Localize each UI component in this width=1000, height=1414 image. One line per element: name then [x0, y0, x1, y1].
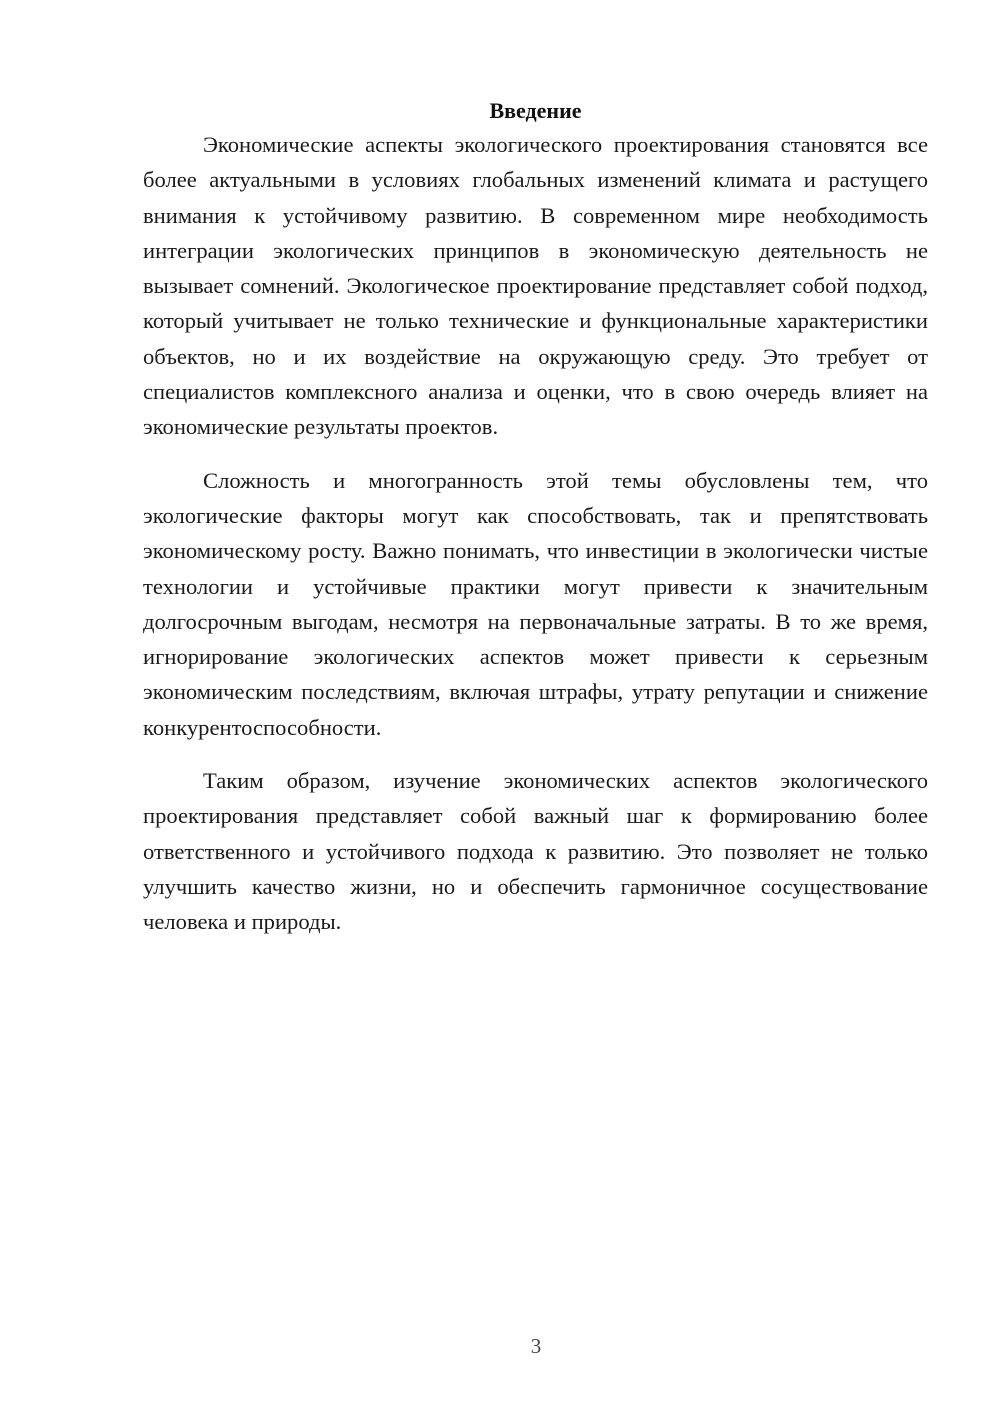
paragraph-3: Таким образом, изучение экономических аспектов экологического проектирования представляет собой важный шаг к формированию более ответственного и устойчивого подхода к развитию. Это позволяет не только улучшить качество жизни, но и обеспечить гармоничное сосуществование человека и природы.	[143, 768, 928, 935]
paragraph-2: Сложность и многогранность этой темы обусловлены тем, что экологические факторы могут как способствовать, так и препятствовать экономическому росту. Важно понимать, что инвестиции в экологически чистые технологии и устойчивые практики могут привести к значительным долгосрочным выгодам, несмотря на первоначальные затраты. В то же время, игнорирование экологических аспектов может привести к серьезным экономическим последствиям, включая штрафы, утрату репутации и снижение конкурентоспособности.	[143, 467, 928, 740]
page-content	[143, 96, 928, 940]
paragraph-1: Экономические аспекты экологического проектирования становятся все более актуальными в условиях глобальных изменений климата и растущего внимания к устойчивому развитию. В современном мире необходимость интеграции экологических принципов в экономическую деятельность не вызывает сомнений. Экологическое проектирование представляет собой подход, который учитывает не только технические и функциональные характеристики объектов, но и их воздействие на окружающую среду. Это требует от специалистов комплексного анализа и оценки, что в свою очередь влияет на экономические результаты проектов.	[143, 132, 928, 440]
section-heading: Введение	[489, 98, 582, 123]
page-number: 3	[530, 1334, 542, 1358]
